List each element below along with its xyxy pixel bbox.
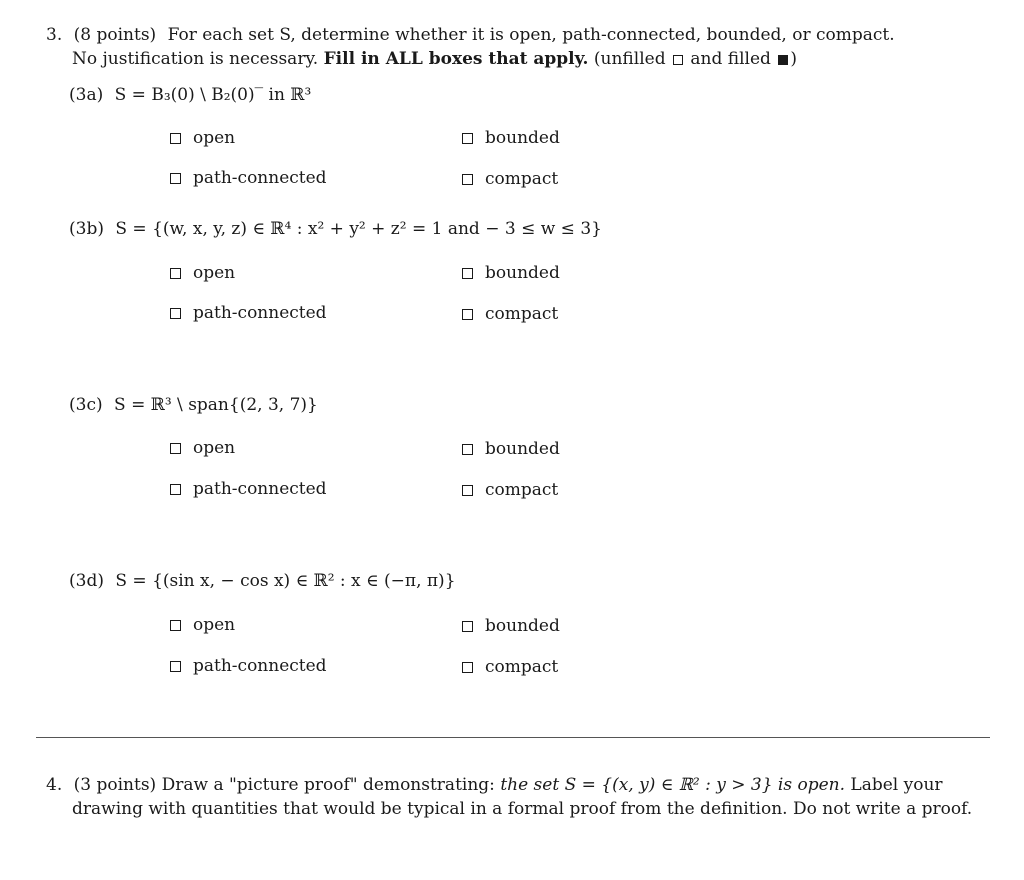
checkbox-icon[interactable] [170, 661, 181, 672]
checkbox-icon[interactable] [462, 621, 473, 632]
part-3d-statement [69, 570, 456, 592]
3c-compact-option[interactable] [462, 479, 558, 501]
checkbox-icon[interactable] [462, 268, 473, 279]
checkbox-icon[interactable] [462, 662, 473, 673]
checkbox-icon[interactable] [462, 133, 473, 144]
3a-compact-option[interactable] [462, 168, 558, 190]
q3-points: (8 points) [73, 25, 157, 45]
checkbox-icon[interactable] [462, 309, 473, 320]
filled-box-icon [778, 55, 788, 65]
checkbox-icon[interactable] [462, 174, 473, 185]
3d-bounded-option[interactable] [462, 615, 560, 637]
q4-points: (3 points) [73, 775, 157, 795]
option-label: bounded [485, 439, 560, 459]
3a-bounded-option[interactable] [462, 127, 560, 149]
3d-compact-option[interactable] [462, 656, 558, 678]
part-set: S = {(sin x, − cos x) ∈ ℝ² : x ∈ (−π, π)} [115, 571, 456, 591]
3d-path-connected-option[interactable] [170, 655, 327, 677]
option-label: bounded [485, 263, 560, 283]
checkbox-icon[interactable] [170, 133, 181, 144]
option-label: compact [485, 304, 559, 324]
3d-open-option[interactable] [170, 614, 235, 636]
checkbox-icon[interactable] [462, 444, 473, 455]
option-label: path-connected [193, 303, 327, 323]
option-label: compact [485, 480, 559, 500]
unfilled-box-icon [673, 55, 683, 65]
option-label: path-connected [193, 168, 327, 188]
checkbox-icon[interactable] [170, 308, 181, 319]
3b-path-connected-option[interactable] [170, 302, 327, 324]
q4-line1 [46, 774, 943, 796]
q3-legend-close: ) [790, 49, 797, 69]
checkbox-icon[interactable] [170, 443, 181, 454]
part-label: (3d) [69, 571, 104, 591]
3b-open-option[interactable] [170, 262, 235, 284]
part-set: S = ℝ³ \ span{(2, 3, 7)} [114, 395, 318, 415]
q3-legend-and: and filled [690, 49, 771, 69]
3c-path-connected-option[interactable] [170, 478, 327, 500]
3a-open-option[interactable] [170, 127, 235, 149]
part-label: (3a) [69, 85, 104, 105]
q4-line2: drawing with quantities that would be typical in a formal proof from the definition. Do not write a proof. [72, 799, 973, 819]
option-label: open [193, 263, 236, 283]
3b-bounded-option[interactable] [462, 262, 560, 284]
q4-statement: the set S = {(x, y) ∈ ℝ² : y > 3} is open. [500, 775, 846, 795]
checkbox-icon[interactable] [462, 485, 473, 496]
option-label: bounded [485, 128, 560, 148]
q3-instructions-bold: Fill in ALL boxes that apply. [323, 49, 589, 69]
part-3b-statement [69, 218, 602, 240]
q4-text-b: Label your [850, 775, 943, 795]
section-divider [36, 737, 990, 738]
part-label: (3b) [69, 219, 104, 239]
part-3c-statement [69, 394, 318, 416]
checkbox-icon[interactable] [170, 173, 181, 184]
part-set: S = {(w, x, y, z) ∈ ℝ⁴ : x² + y² + z² = 1 and − 3 ≤ w ≤ 3} [115, 219, 602, 239]
option-label: compact [485, 169, 559, 189]
part-set: S = B₃(0) \ B₂(0)‾ in ℝ³ [114, 85, 312, 105]
option-label: path-connected [193, 479, 327, 499]
checkbox-icon[interactable] [170, 268, 181, 279]
q3-number: 3. [46, 25, 63, 45]
q4-number: 4. [46, 775, 63, 795]
3b-compact-option[interactable] [462, 303, 558, 325]
checkbox-icon[interactable] [170, 620, 181, 631]
option-label: open [193, 128, 236, 148]
part-3a-statement [69, 84, 311, 106]
q3-legend-open: (unfilled [593, 49, 666, 69]
option-label: open [193, 438, 236, 458]
option-label: path-connected [193, 656, 327, 676]
part-label: (3c) [69, 395, 103, 415]
3a-path-connected-option[interactable] [170, 167, 327, 189]
option-label: bounded [485, 616, 560, 636]
q3-intro: For each set S, determine whether it is open, path-connected, bounded, or compact. [167, 25, 895, 45]
checkbox-icon[interactable] [170, 484, 181, 495]
option-label: compact [485, 657, 559, 677]
q4-text-a: Draw a "picture proof" demonstrating: [161, 775, 495, 795]
q3-header [46, 24, 895, 46]
q3-instructions-plain: No justification is necessary. [72, 49, 319, 69]
3c-bounded-option[interactable] [462, 438, 560, 460]
q3-instructions [72, 48, 797, 70]
3c-open-option[interactable] [170, 437, 235, 459]
option-label: open [193, 615, 236, 635]
